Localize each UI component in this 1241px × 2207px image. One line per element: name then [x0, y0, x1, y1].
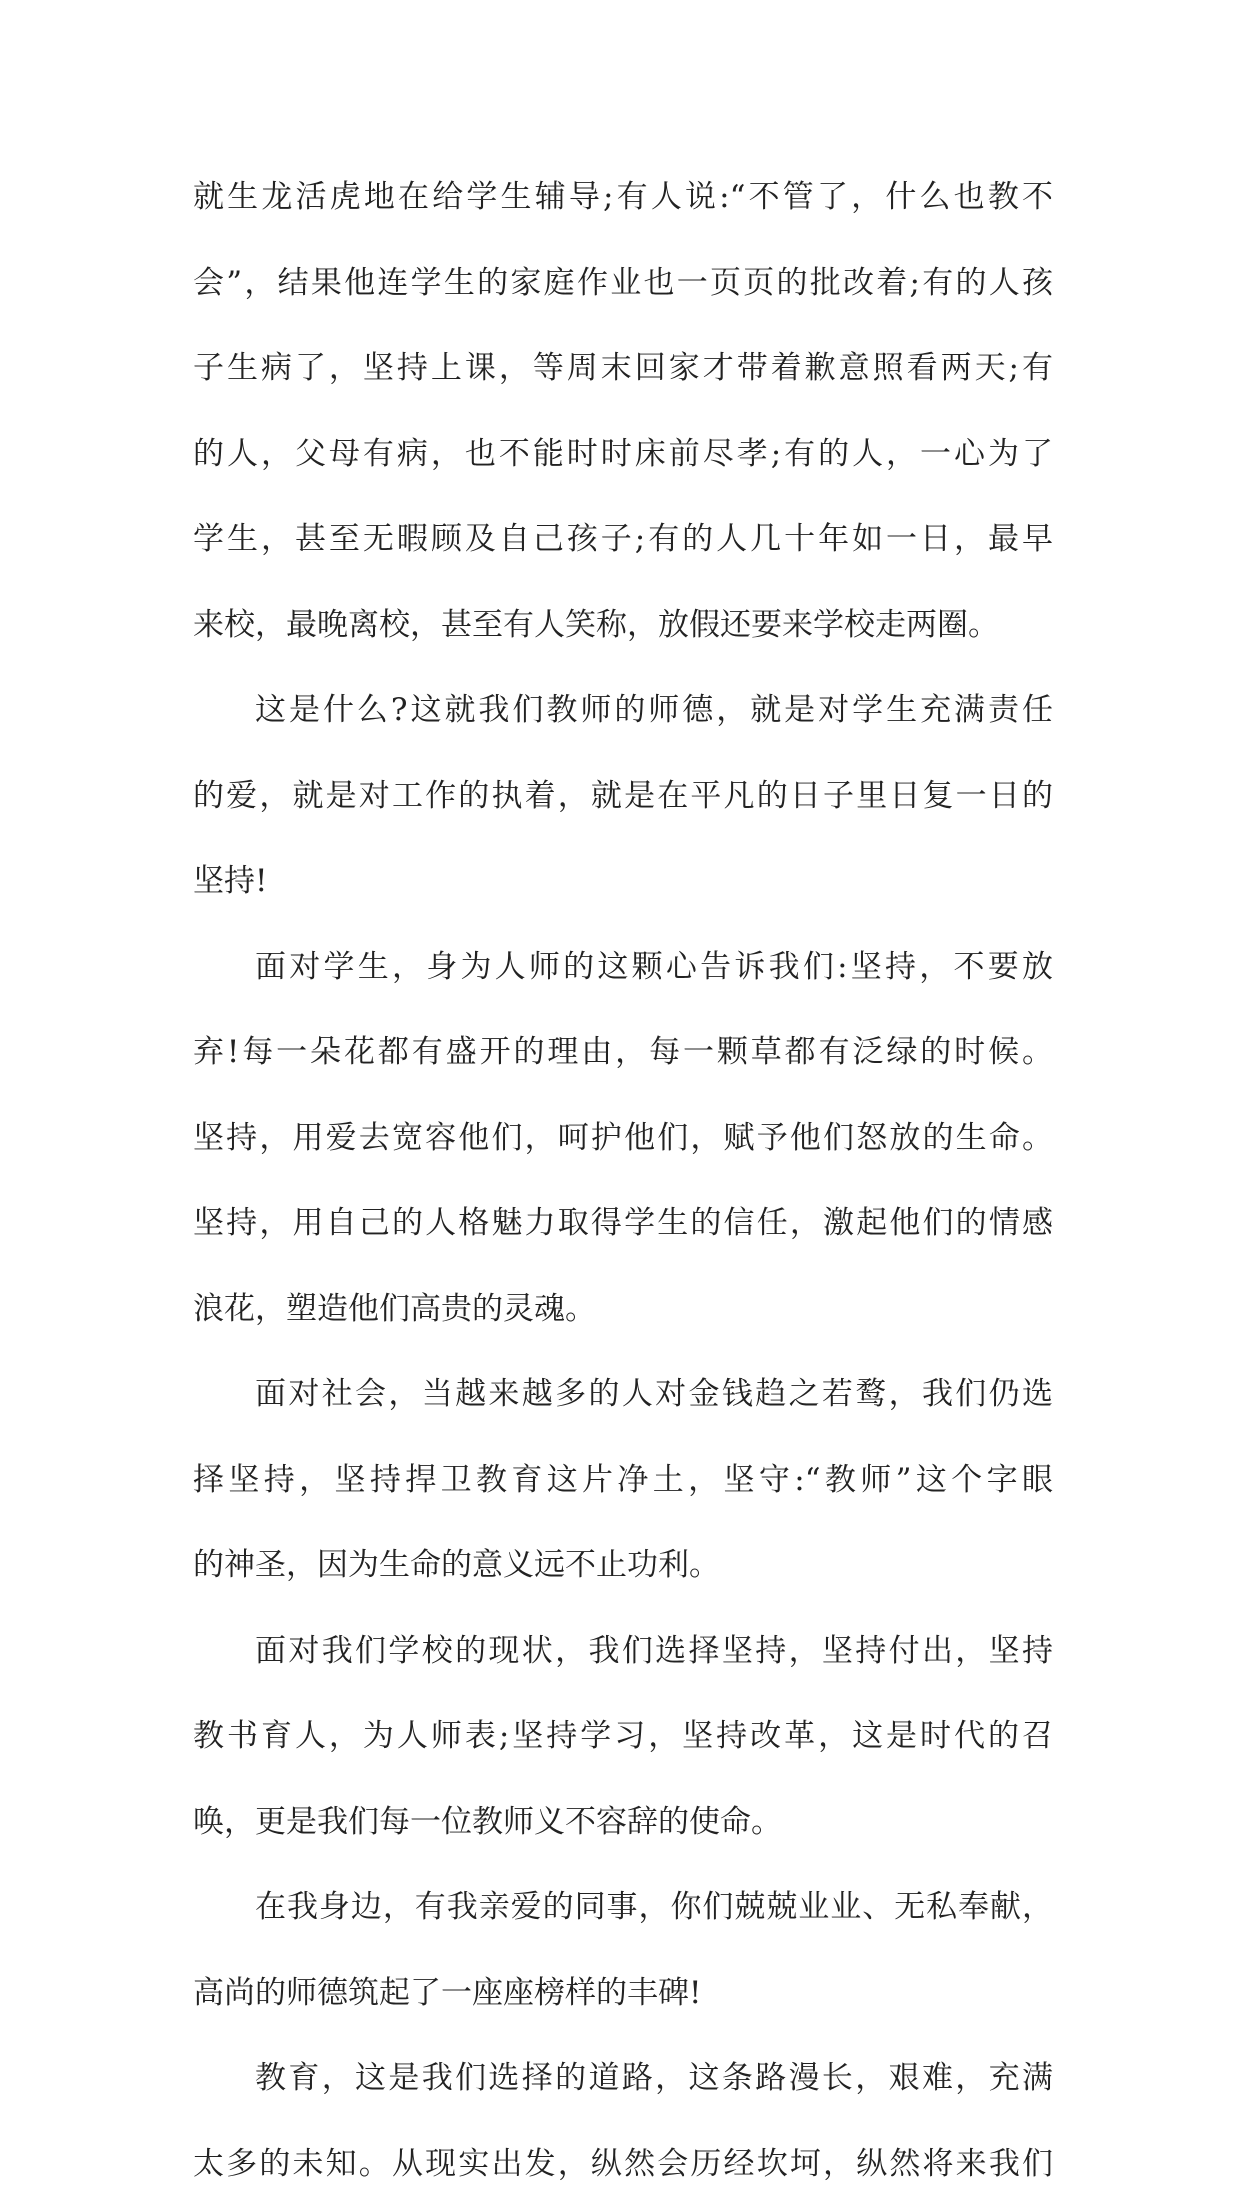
- text-line: 太多的未知。从现实出发，纵然会历经坎坷，纵然将来我们: [193, 2122, 1053, 2207]
- text-line: 会”，结果他连学生的家庭作业也一页页的批改着;有的人孩: [193, 241, 1053, 327]
- text-line: 教育，这是我们选择的道路，这条路漫长，艰难，充满: [193, 2036, 1053, 2122]
- text-line: 坚持!: [193, 839, 1053, 925]
- document-body: [193, 155, 1053, 2207]
- text-line: 学生，甚至无暇顾及自己孩子;有的人几十年如一日，最早: [193, 497, 1053, 583]
- text-line: 的人，父母有病，也不能时时床前尽孝;有的人，一心为了: [193, 412, 1053, 498]
- text-line: 教书育人，为人师表;坚持学习，坚持改革，这是时代的召: [193, 1694, 1053, 1780]
- text-line: 面对社会，当越来越多的人对金钱趋之若鹜，我们仍选: [193, 1352, 1053, 1438]
- text-line: 子生病了，坚持上课，等周末回家才带着歉意照看两天;有: [193, 326, 1053, 412]
- text-line: 唤，更是我们每一位教师义不容辞的使命。: [193, 1780, 1053, 1866]
- text-line: 弃!每一朵花都有盛开的理由，每一颗草都有泛绿的时候。: [193, 1010, 1053, 1096]
- text-line: 坚持，用自己的人格魅力取得学生的信任，激起他们的情感: [193, 1181, 1053, 1267]
- text-line: 面对学生，身为人师的这颗心告诉我们:坚持，不要放: [193, 925, 1053, 1011]
- text-line: 面对我们学校的现状，我们选择坚持，坚持付出，坚持: [193, 1609, 1053, 1695]
- text-line: 的爱，就是对工作的执着，就是在平凡的日子里日复一日的: [193, 754, 1053, 840]
- text-line: 择坚持，坚持捍卫教育这片净土，坚守:“教师”这个字眼: [193, 1438, 1053, 1524]
- text-line: 就生龙活虎地在给学生辅导;有人说:“不管了，什么也教不: [193, 155, 1053, 241]
- text-line: 这是什么?这就我们教师的师德，就是对学生充满责任: [193, 668, 1053, 754]
- text-line: 浪花，塑造他们高贵的灵魂。: [193, 1267, 1053, 1353]
- text-line: 来校，最晚离校，甚至有人笑称，放假还要来学校走两圈。: [193, 583, 1053, 669]
- text-line: 高尚的师德筑起了一座座榜样的丰碑!: [193, 1951, 1053, 2037]
- text-line: 的神圣，因为生命的意义远不止功利。: [193, 1523, 1053, 1609]
- text-line: 坚持，用爱去宽容他们，呵护他们，赋予他们怒放的生命。: [193, 1096, 1053, 1182]
- text-line: 在我身边，有我亲爱的同事，你们兢兢业业、无私奉献，: [193, 1865, 1053, 1951]
